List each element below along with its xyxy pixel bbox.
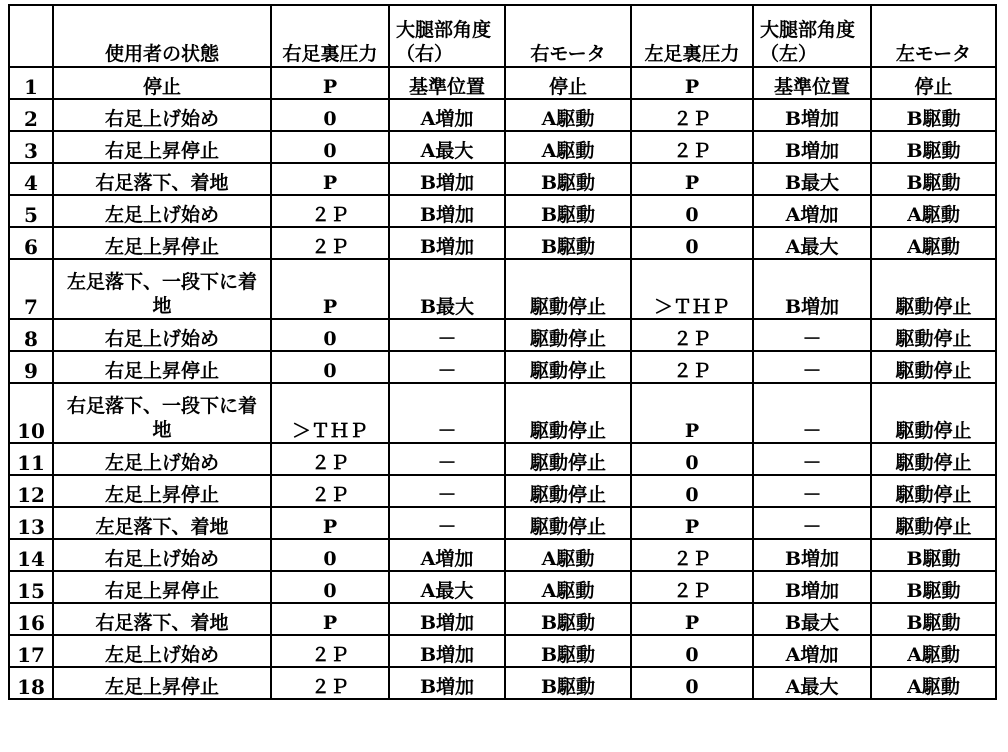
table-row: [9, 383, 996, 443]
cell-row-index: 5: [9, 195, 53, 227]
cell-right-sole-pressure: ２Ｐ: [271, 635, 389, 667]
cell-row-index: 10: [9, 383, 53, 443]
cell-user-state: 左足上昇停止: [53, 475, 271, 507]
cell-left-sole-pressure: P: [631, 67, 753, 99]
cell-right-motor: 駆動停止: [505, 259, 631, 319]
cell-left-motor: A駆動: [871, 667, 996, 699]
cell-left-motor: A駆動: [871, 227, 996, 259]
cell-right-sole-pressure: ２Ｐ: [271, 227, 389, 259]
cell-left-motor: 駆動停止: [871, 443, 996, 475]
cell-user-state: 右足上昇停止: [53, 351, 271, 383]
cell-left-motor: 駆動停止: [871, 351, 996, 383]
table-row: [9, 227, 996, 259]
cell-right-thigh-angle: B最大: [389, 259, 505, 319]
cell-left-thigh-angle: －: [753, 351, 871, 383]
cell-left-thigh-angle: B増加: [753, 571, 871, 603]
cell-right-thigh-angle: A増加: [389, 99, 505, 131]
cell-left-thigh-angle: －: [753, 383, 871, 443]
cell-left-motor: B駆動: [871, 163, 996, 195]
cell-user-state: 左足落下、着地: [53, 507, 271, 539]
cell-left-thigh-angle: B増加: [753, 539, 871, 571]
cell-right-thigh-angle: －: [389, 383, 505, 443]
cell-left-sole-pressure: 0: [631, 227, 753, 259]
cell-row-index: 8: [9, 319, 53, 351]
header-cell-left-motor: 左モータ: [871, 5, 996, 67]
cell-left-motor: B駆動: [871, 99, 996, 131]
cell-left-thigh-angle: B増加: [753, 99, 871, 131]
header-row: [9, 5, 996, 67]
table-row: [9, 163, 996, 195]
header-cell-user-state: 使用者の状態: [53, 5, 271, 67]
table-row: [9, 603, 996, 635]
cell-user-state: 左足上昇停止: [53, 227, 271, 259]
cell-left-thigh-angle: －: [753, 475, 871, 507]
cell-user-state: 左足落下、一段下に着地: [53, 259, 271, 319]
cell-left-sole-pressure: ２Ｐ: [631, 571, 753, 603]
cell-left-sole-pressure: 0: [631, 443, 753, 475]
cell-right-thigh-angle: B増加: [389, 667, 505, 699]
header-cell-left-sole-pressure: 左足裏圧力: [631, 5, 753, 67]
cell-left-thigh-angle: B最大: [753, 603, 871, 635]
cell-left-motor: 駆動停止: [871, 475, 996, 507]
cell-left-thigh-angle: B増加: [753, 259, 871, 319]
cell-right-motor: 停止: [505, 67, 631, 99]
cell-left-sole-pressure: ２Ｐ: [631, 539, 753, 571]
cell-left-motor: 駆動停止: [871, 259, 996, 319]
cell-user-state: 右足上昇停止: [53, 131, 271, 163]
cell-left-motor: 停止: [871, 67, 996, 99]
cell-right-sole-pressure: 0: [271, 351, 389, 383]
cell-row-index: 3: [9, 131, 53, 163]
cell-row-index: 14: [9, 539, 53, 571]
cell-right-thigh-angle: B増加: [389, 163, 505, 195]
cell-row-index: 7: [9, 259, 53, 319]
table-header: [9, 5, 996, 67]
cell-right-sole-pressure: ２Ｐ: [271, 195, 389, 227]
cell-left-motor: A駆動: [871, 195, 996, 227]
cell-left-motor: 駆動停止: [871, 507, 996, 539]
cell-right-thigh-angle: －: [389, 507, 505, 539]
cell-user-state: 左足上げ始め: [53, 195, 271, 227]
cell-user-state: 右足落下、着地: [53, 163, 271, 195]
table-row: [9, 259, 996, 319]
cell-right-thigh-angle: 基準位置: [389, 67, 505, 99]
cell-right-thigh-angle: A増加: [389, 539, 505, 571]
cell-row-index: 4: [9, 163, 53, 195]
cell-right-sole-pressure: ２Ｐ: [271, 443, 389, 475]
cell-left-sole-pressure: 0: [631, 635, 753, 667]
cell-left-motor: 駆動停止: [871, 383, 996, 443]
cell-right-thigh-angle: B増加: [389, 227, 505, 259]
table-row: [9, 571, 996, 603]
cell-user-state: 停止: [53, 67, 271, 99]
cell-left-sole-pressure: 0: [631, 475, 753, 507]
cell-right-motor: 駆動停止: [505, 475, 631, 507]
header-cell-right-sole-pressure: 右足裏圧力: [271, 5, 389, 67]
cell-right-motor: B駆動: [505, 667, 631, 699]
cell-right-thigh-angle: －: [389, 351, 505, 383]
cell-right-sole-pressure: P: [271, 163, 389, 195]
cell-row-index: 6: [9, 227, 53, 259]
cell-row-index: 17: [9, 635, 53, 667]
cell-row-index: 12: [9, 475, 53, 507]
cell-user-state: 右足上げ始め: [53, 99, 271, 131]
cell-user-state: 右足落下、一段下に着地: [53, 383, 271, 443]
table-row: [9, 99, 996, 131]
cell-right-thigh-angle: －: [389, 475, 505, 507]
table-row: [9, 539, 996, 571]
cell-row-index: 2: [9, 99, 53, 131]
cell-right-thigh-angle: A最大: [389, 131, 505, 163]
table-row: [9, 475, 996, 507]
cell-right-motor: A駆動: [505, 131, 631, 163]
table-row: [9, 195, 996, 227]
cell-right-motor: A駆動: [505, 571, 631, 603]
cell-user-state: 右足上げ始め: [53, 539, 271, 571]
cell-user-state: 右足上げ始め: [53, 319, 271, 351]
cell-right-motor: 駆動停止: [505, 383, 631, 443]
cell-left-sole-pressure: ２Ｐ: [631, 351, 753, 383]
cell-right-sole-pressure: P: [271, 259, 389, 319]
cell-user-state: 左足上げ始め: [53, 443, 271, 475]
cell-left-thigh-angle: －: [753, 507, 871, 539]
cell-right-motor: B駆動: [505, 603, 631, 635]
cell-right-motor: B駆動: [505, 163, 631, 195]
cell-right-sole-pressure: 0: [271, 99, 389, 131]
cell-user-state: 左足上昇停止: [53, 667, 271, 699]
cell-row-index: 1: [9, 67, 53, 99]
cell-row-index: 16: [9, 603, 53, 635]
cell-right-sole-pressure: P: [271, 603, 389, 635]
cell-left-thigh-angle: A最大: [753, 667, 871, 699]
header-cell-right-motor: 右モータ: [505, 5, 631, 67]
table-row: [9, 67, 996, 99]
table-row: [9, 507, 996, 539]
cell-left-thigh-angle: A最大: [753, 227, 871, 259]
table-row: [9, 443, 996, 475]
cell-left-motor: 駆動停止: [871, 319, 996, 351]
cell-left-sole-pressure: 0: [631, 195, 753, 227]
cell-left-thigh-angle: 基準位置: [753, 67, 871, 99]
cell-row-index: 13: [9, 507, 53, 539]
cell-user-state: 右足上昇停止: [53, 571, 271, 603]
cell-right-sole-pressure: 0: [271, 319, 389, 351]
cell-left-sole-pressure: P: [631, 507, 753, 539]
cell-right-thigh-angle: B増加: [389, 195, 505, 227]
cell-right-motor: 駆動停止: [505, 507, 631, 539]
cell-left-sole-pressure: 0: [631, 667, 753, 699]
cell-right-motor: 駆動停止: [505, 319, 631, 351]
cell-left-thigh-angle: B最大: [753, 163, 871, 195]
cell-left-sole-pressure: P: [631, 163, 753, 195]
cell-right-sole-pressure: ２Ｐ: [271, 475, 389, 507]
table-row: [9, 319, 996, 351]
cell-right-motor: B駆動: [505, 635, 631, 667]
cell-right-thigh-angle: B増加: [389, 635, 505, 667]
header-cell-index: [9, 5, 53, 67]
cell-right-sole-pressure: 0: [271, 571, 389, 603]
cell-row-index: 9: [9, 351, 53, 383]
cell-left-motor: B駆動: [871, 603, 996, 635]
table-row: [9, 667, 996, 699]
cell-left-motor: B駆動: [871, 131, 996, 163]
cell-left-sole-pressure: ２Ｐ: [631, 319, 753, 351]
cell-left-motor: B駆動: [871, 571, 996, 603]
cell-right-sole-pressure: P: [271, 67, 389, 99]
cell-left-sole-pressure: ２Ｐ: [631, 131, 753, 163]
cell-right-thigh-angle: A最大: [389, 571, 505, 603]
table-body: [9, 67, 996, 699]
table-row: [9, 351, 996, 383]
cell-row-index: 15: [9, 571, 53, 603]
cell-right-motor: A駆動: [505, 99, 631, 131]
cell-right-thigh-angle: －: [389, 319, 505, 351]
cell-user-state: 左足上げ始め: [53, 635, 271, 667]
cell-left-thigh-angle: A増加: [753, 635, 871, 667]
cell-right-sole-pressure: ２Ｐ: [271, 667, 389, 699]
cell-left-thigh-angle: B増加: [753, 131, 871, 163]
cell-right-motor: 駆動停止: [505, 443, 631, 475]
cell-user-state: 右足落下、着地: [53, 603, 271, 635]
cell-right-sole-pressure: ＞ＴＨＰ: [271, 383, 389, 443]
cell-left-sole-pressure: ２Ｐ: [631, 99, 753, 131]
cell-row-index: 18: [9, 667, 53, 699]
cell-left-thigh-angle: －: [753, 443, 871, 475]
gait-state-table: [8, 4, 997, 700]
cell-right-sole-pressure: P: [271, 507, 389, 539]
cell-right-motor: B駆動: [505, 227, 631, 259]
table-row: [9, 635, 996, 667]
cell-right-thigh-angle: －: [389, 443, 505, 475]
cell-right-motor: 駆動停止: [505, 351, 631, 383]
cell-right-thigh-angle: B増加: [389, 603, 505, 635]
cell-left-sole-pressure: ＞ＴＨＰ: [631, 259, 753, 319]
cell-right-motor: A駆動: [505, 539, 631, 571]
header-cell-left-thigh-angle: 大腿部角度（左）: [753, 5, 871, 67]
cell-left-motor: B駆動: [871, 539, 996, 571]
cell-left-thigh-angle: A増加: [753, 195, 871, 227]
table-row: [9, 131, 996, 163]
cell-right-motor: B駆動: [505, 195, 631, 227]
cell-row-index: 11: [9, 443, 53, 475]
cell-left-sole-pressure: P: [631, 383, 753, 443]
header-cell-right-thigh-angle: 大腿部角度（右）: [389, 5, 505, 67]
cell-left-sole-pressure: P: [631, 603, 753, 635]
cell-right-sole-pressure: 0: [271, 131, 389, 163]
cell-right-sole-pressure: 0: [271, 539, 389, 571]
cell-left-motor: A駆動: [871, 635, 996, 667]
cell-left-thigh-angle: －: [753, 319, 871, 351]
